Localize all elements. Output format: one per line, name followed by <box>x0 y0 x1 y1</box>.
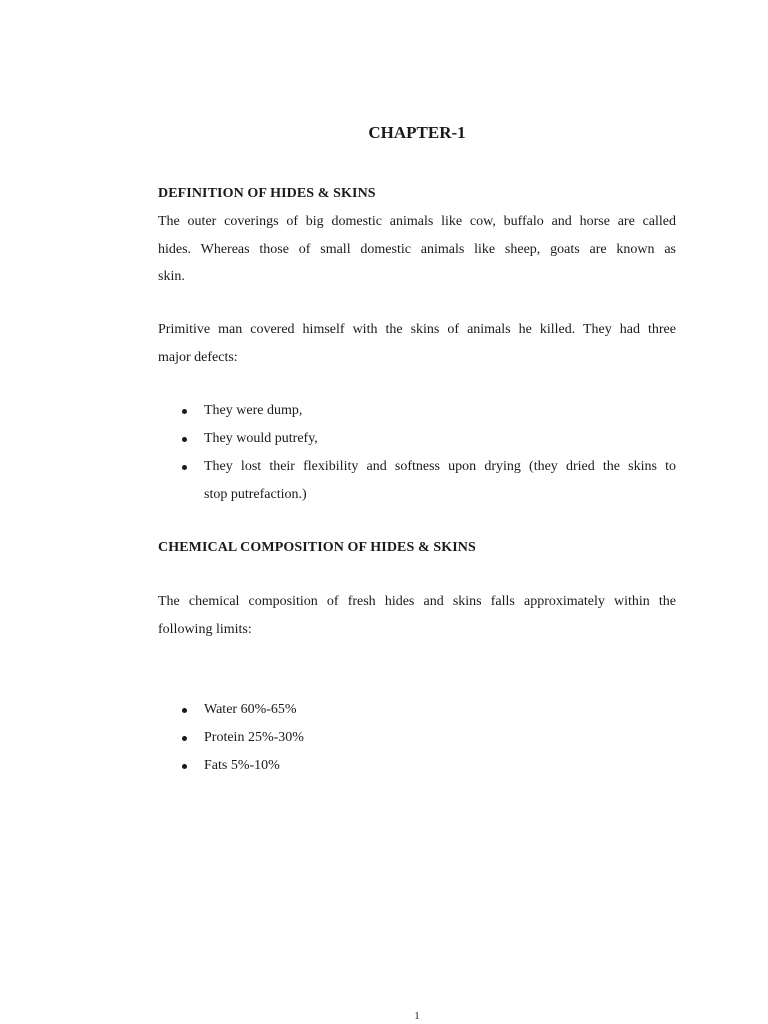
list-item-text: Water 60%-65% <box>204 702 297 717</box>
list-item <box>180 724 676 752</box>
list-item <box>180 752 676 780</box>
bullet-icon <box>182 736 187 741</box>
paragraph-line: Primitive man covered himself with the skins of animals he killed. They had three <box>158 322 676 337</box>
defects-list <box>180 397 676 509</box>
paragraph-line: skin. <box>158 269 185 284</box>
bullet-icon <box>182 437 187 442</box>
list-item-text: They would putrefy, <box>204 431 318 446</box>
list-item-text: Fats 5%-10% <box>204 758 280 773</box>
paragraph-line: major defects: <box>158 349 238 365</box>
list-item <box>180 425 676 453</box>
list-item-text-continued: stop putrefaction.) <box>204 487 307 502</box>
definition-paragraph <box>158 208 676 291</box>
bullet-icon <box>182 764 187 769</box>
list-item-text: They were dump, <box>204 403 303 418</box>
paragraph-line: The outer coverings of big domestic animals like cow, buffalo and horse are called <box>158 214 676 229</box>
primitive-man-paragraph <box>158 316 676 371</box>
page-number: 1 <box>414 1010 420 1022</box>
bullet-icon <box>182 409 187 414</box>
composition-list <box>180 696 676 780</box>
bullet-icon <box>182 708 187 713</box>
section-heading-definition: DEFINITION OF HIDES & SKINS <box>158 186 376 201</box>
chapter-title: CHAPTER-1 <box>368 123 466 142</box>
list-item <box>180 397 676 425</box>
list-item-text: They lost their flexibility and softness upon drying (they dried the skins to <box>204 459 676 474</box>
paragraph-line: following limits: <box>158 621 252 637</box>
list-item-text: Protein 25%-30% <box>204 730 304 745</box>
chemical-composition-paragraph <box>158 588 676 643</box>
list-item <box>180 696 676 724</box>
paragraph-line: The chemical composition of fresh hides and skins falls approximately within the <box>158 594 676 609</box>
list-item <box>180 453 676 509</box>
section-heading-chemical-composition: CHEMICAL COMPOSITION OF HIDES & SKINS <box>158 540 476 555</box>
paragraph-line: hides. Whereas those of small domestic animals like sheep, goats are known as <box>158 241 676 257</box>
bullet-icon <box>182 465 187 470</box>
